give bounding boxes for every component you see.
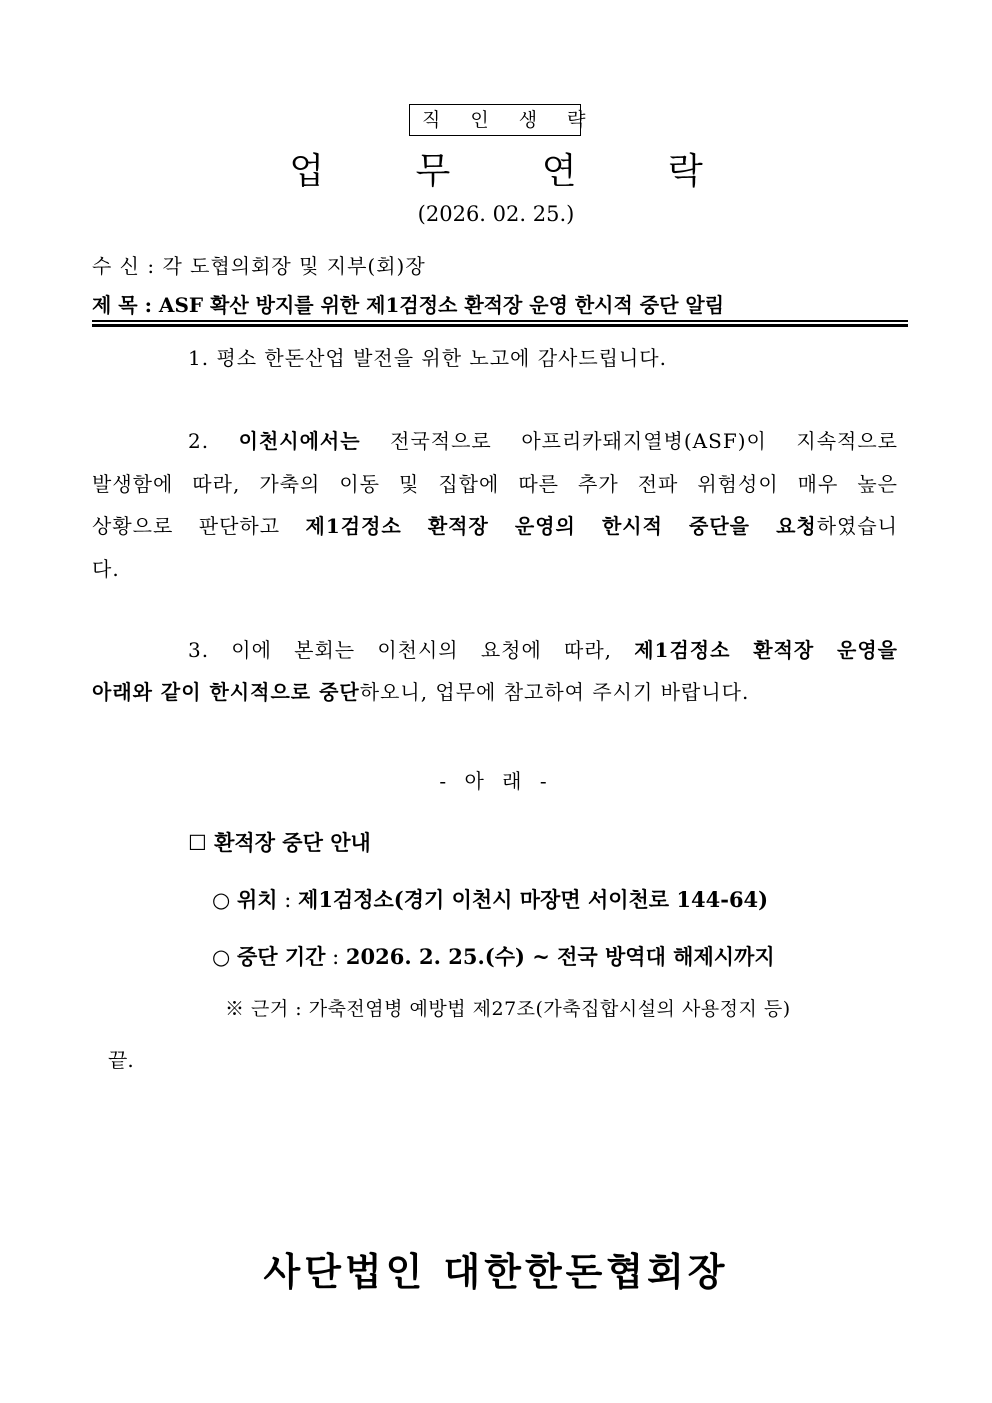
item-period (212, 943, 775, 971)
p2-number: 2. (188, 429, 239, 453)
end-mark: 끝. (108, 1048, 134, 1072)
section-title: 환적장 중단 안내 (214, 830, 371, 855)
paragraph-2-line-3 (92, 512, 898, 540)
document-date: (2026. 02. 25.) (417, 202, 575, 226)
p2-line3-end: 하였습니 (816, 514, 898, 538)
paragraph-2-line-1 (92, 427, 898, 455)
subject-divider-thick (92, 324, 908, 327)
paragraph-3-line-2 (92, 678, 749, 706)
stamp-box: 직 인 생 략 (409, 104, 581, 136)
p2-bold-1: 이천시에서는 (238, 429, 361, 453)
checkbox-icon: ☐ (188, 831, 207, 855)
paragraph-2-line-2: 발생함에 따라, 가축의 이동 및 집합에 따른 추가 전파 위험성이 매우 높은 (92, 472, 898, 496)
recipient-label: 수 신 (92, 254, 140, 278)
p3-bold-2: 아래와 같이 한시적으로 중단 (92, 680, 360, 704)
subject-label: 제 목 (92, 293, 138, 317)
paragraph-3-line-1 (92, 636, 898, 664)
circle-bullet-icon: ○ (212, 945, 231, 969)
p3-text-1: 3. 이에 본회는 이천시의 요청에 따라, (188, 638, 635, 662)
p3-text-2: 하오니, 업무에 참고하여 주시기 바랍니다. (359, 680, 750, 704)
subject-divider-thin (92, 320, 908, 322)
item-location (212, 886, 768, 914)
paragraph-1: 1. 평소 한돈산업 발전을 위한 노고에 감사드립니다. (188, 346, 667, 370)
paragraph-2-line-4: 다. (92, 557, 120, 581)
notice-heading: - 아 래 - (439, 769, 553, 793)
signature: 사단법인 대한한돈협회장 (263, 1249, 729, 1294)
p3-bold-1: 제1검정소 환적장 운영을 (634, 638, 898, 662)
p2-line3-text: 상황으로 판단하고 (92, 514, 306, 538)
item-period-label: 중단 기간 (237, 944, 326, 969)
subject-sep: : (137, 293, 159, 317)
document-title: 업 무 연 락 (289, 151, 743, 192)
recipient-value: 각 도협의회장 및 지부(회)장 (162, 254, 426, 278)
item-location-label: 위치 (237, 887, 278, 912)
item-location-sep: : (277, 888, 299, 912)
section-heading (188, 829, 371, 857)
recipient-sep: : (140, 254, 163, 278)
p2-text-1: 전국적으로 아프리카돼지열병(ASF)이 지속적으로 (360, 429, 898, 453)
item-period-sep: : (325, 945, 346, 969)
item-location-value: 제1검정소(경기 이천시 마장면 서이천로 144-64) (298, 887, 769, 912)
p2-line3-bold: 제1검정소 환적장 운영의 한시적 중단을 요청 (305, 514, 817, 538)
circle-bullet-icon: ○ (212, 888, 231, 912)
legal-basis-note: ※ 근거 : 가축전염병 예방법 제27조(가축집합시설의 사용정지 등) (225, 998, 791, 1020)
item-period-value: 2026. 2. 25.(수) ~ 전국 방역대 해제시까지 (345, 944, 775, 969)
recipient-line (92, 252, 426, 280)
subject-line (92, 291, 724, 319)
subject-value: ASF 확산 방지를 위한 제1검정소 환적장 운영 한시적 중단 알림 (158, 293, 725, 317)
